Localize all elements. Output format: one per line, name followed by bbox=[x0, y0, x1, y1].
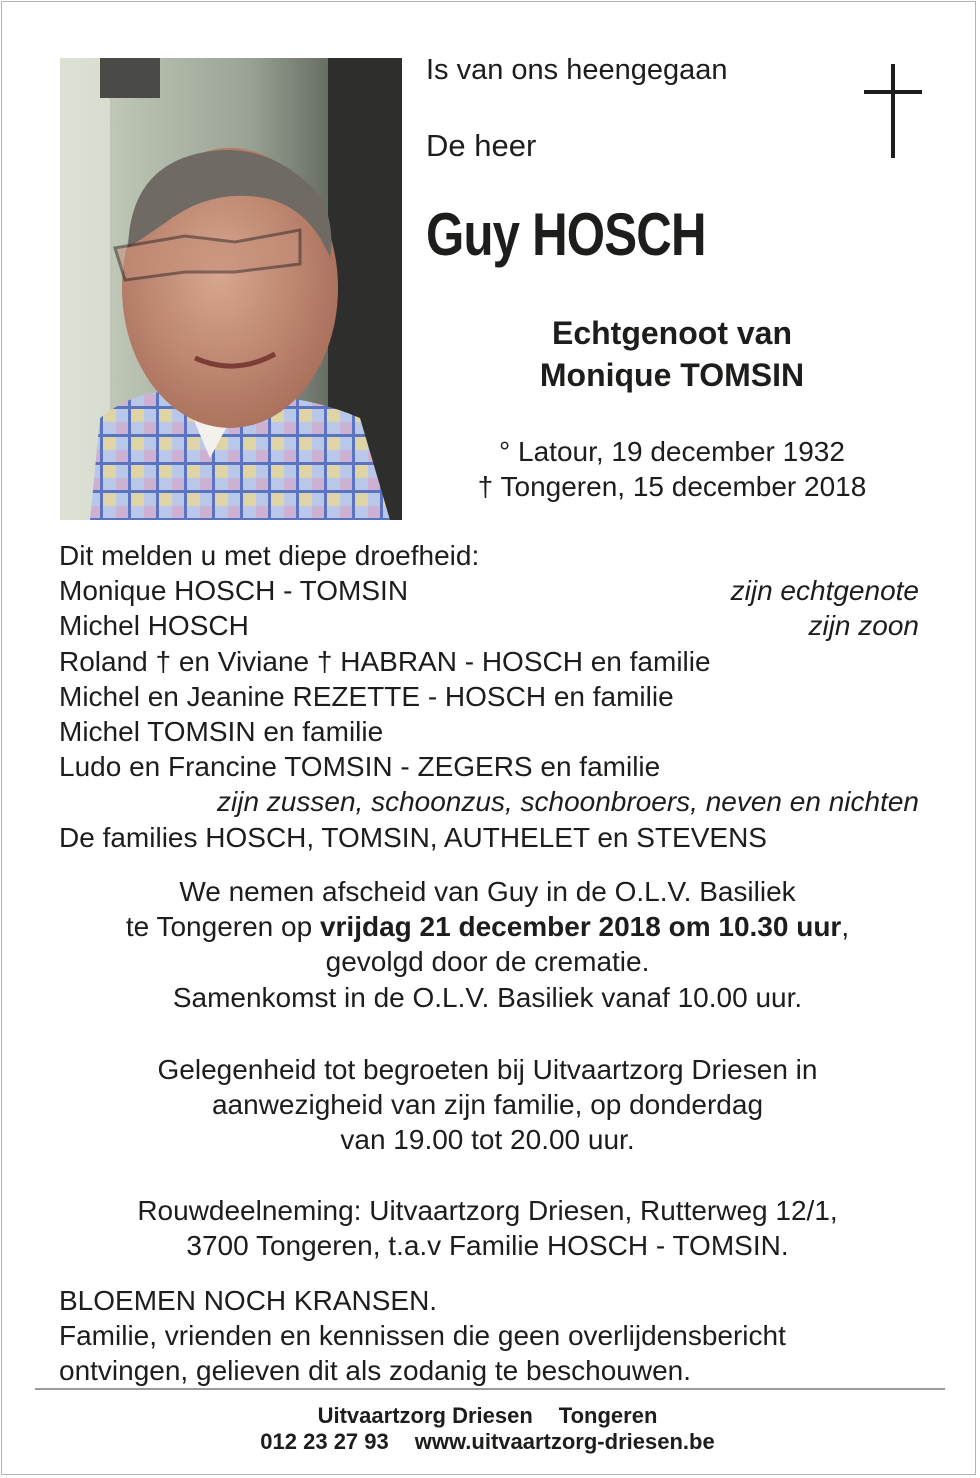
family-member-name: Roland † en Viviane † HABRAN - HOSCH en familie bbox=[59, 645, 711, 677]
family-row bbox=[59, 573, 919, 608]
family-member-name: Michel TOMSIN en familie bbox=[59, 716, 384, 748]
closing-line: BLOEMEN NOCH KRANSEN. bbox=[59, 1285, 438, 1316]
family-member-name: Ludo en Francine TOMSIN - ZEGERS en familie bbox=[59, 751, 661, 783]
siblings-note: zijn zussen, schoonzus, schoonbroers, neven en nichten bbox=[217, 786, 919, 818]
spouse-block bbox=[426, 312, 918, 396]
condolence-line: Rouwdeelneming: Uitvaartzorg Driesen, Rutterweg 12/1, bbox=[137, 1195, 838, 1226]
ceremony-line: Samenkomst in de O.L.V. Basiliek vanaf 10.00 uur. bbox=[172, 981, 803, 1013]
family-member-name: Michel en Jeanine REZETTE - HOSCH en familie bbox=[59, 680, 674, 712]
closing-block bbox=[59, 1283, 939, 1389]
family-row bbox=[59, 714, 919, 749]
deceased-name: Guy HOSCH bbox=[426, 201, 706, 268]
closing-line: ontvingen, gelieven dit als zodanig te beschouwen. bbox=[59, 1355, 691, 1387]
ceremony-datetime: vrijdag 21 december 2018 om 10.30 uur bbox=[319, 911, 842, 943]
cross-icon bbox=[864, 64, 922, 158]
condolence-line: 3700 Tongeren, t.a.v Familie HOSCH - TOMSIN. bbox=[186, 1230, 789, 1262]
ceremony-datetime-line bbox=[40, 909, 935, 944]
funeral-home-phone: 012 23 27 93 bbox=[260, 1429, 389, 1454]
family-relation: zijn zoon bbox=[808, 610, 919, 642]
visitation-block bbox=[40, 1052, 935, 1158]
dates-block bbox=[426, 434, 918, 504]
ceremony-block bbox=[40, 874, 935, 1015]
spouse-label: Echtgenoot van bbox=[551, 315, 792, 351]
family-row bbox=[59, 644, 919, 679]
ceremony-line: We nemen afscheid van Guy in de O.L.V. Basiliek bbox=[179, 876, 796, 907]
death-date: † Tongeren, 15 december 2018 bbox=[477, 471, 867, 502]
footer-contact-line bbox=[40, 1429, 935, 1455]
family-member-name: Michel HOSCH bbox=[59, 610, 249, 642]
visitation-line: aanwezigheid van zijn familie, op donderdag bbox=[211, 1089, 764, 1121]
family-list bbox=[59, 538, 919, 855]
funeral-home-name: Uitvaartzorg Driesen bbox=[317, 1403, 533, 1428]
spouse-name: Monique TOMSIN bbox=[539, 357, 805, 393]
birth-date: ° Latour, 19 december 1932 bbox=[499, 436, 845, 467]
ceremony-text: te Tongeren op bbox=[125, 911, 320, 943]
families-line: De families HOSCH, TOMSIN, AUTHELET en STEVENS bbox=[59, 821, 767, 853]
family-header: Dit melden u met diepe droefheid: bbox=[59, 540, 480, 571]
visitation-line: Gelegenheid tot begroeten bij Uitvaartzorg Driesen in bbox=[157, 1054, 818, 1085]
honorific-title: De heer bbox=[426, 128, 537, 163]
footer-company-line bbox=[40, 1403, 935, 1429]
footer-divider bbox=[35, 1388, 945, 1390]
family-row bbox=[59, 749, 919, 784]
ceremony-comma: , bbox=[841, 911, 850, 943]
visitation-line: van 19.00 tot 20.00 uur. bbox=[340, 1124, 635, 1156]
intro-text: Is van ons heengegaan bbox=[426, 54, 728, 86]
portrait-photo bbox=[60, 58, 402, 520]
funeral-home-city: Tongeren bbox=[558, 1403, 658, 1428]
family-relation: zijn echtgenote bbox=[730, 575, 919, 607]
ceremony-line: gevolgd door de crematie. bbox=[325, 946, 650, 978]
family-member-name: Monique HOSCH - TOMSIN bbox=[59, 575, 409, 607]
closing-line: Familie, vrienden en kennissen die geen overlijdensbericht bbox=[59, 1320, 786, 1352]
family-row bbox=[59, 679, 919, 714]
condolence-block bbox=[40, 1193, 935, 1263]
funeral-home-website[interactable]: www.uitvaartzorg-driesen.be bbox=[414, 1429, 715, 1454]
family-row bbox=[59, 608, 919, 643]
